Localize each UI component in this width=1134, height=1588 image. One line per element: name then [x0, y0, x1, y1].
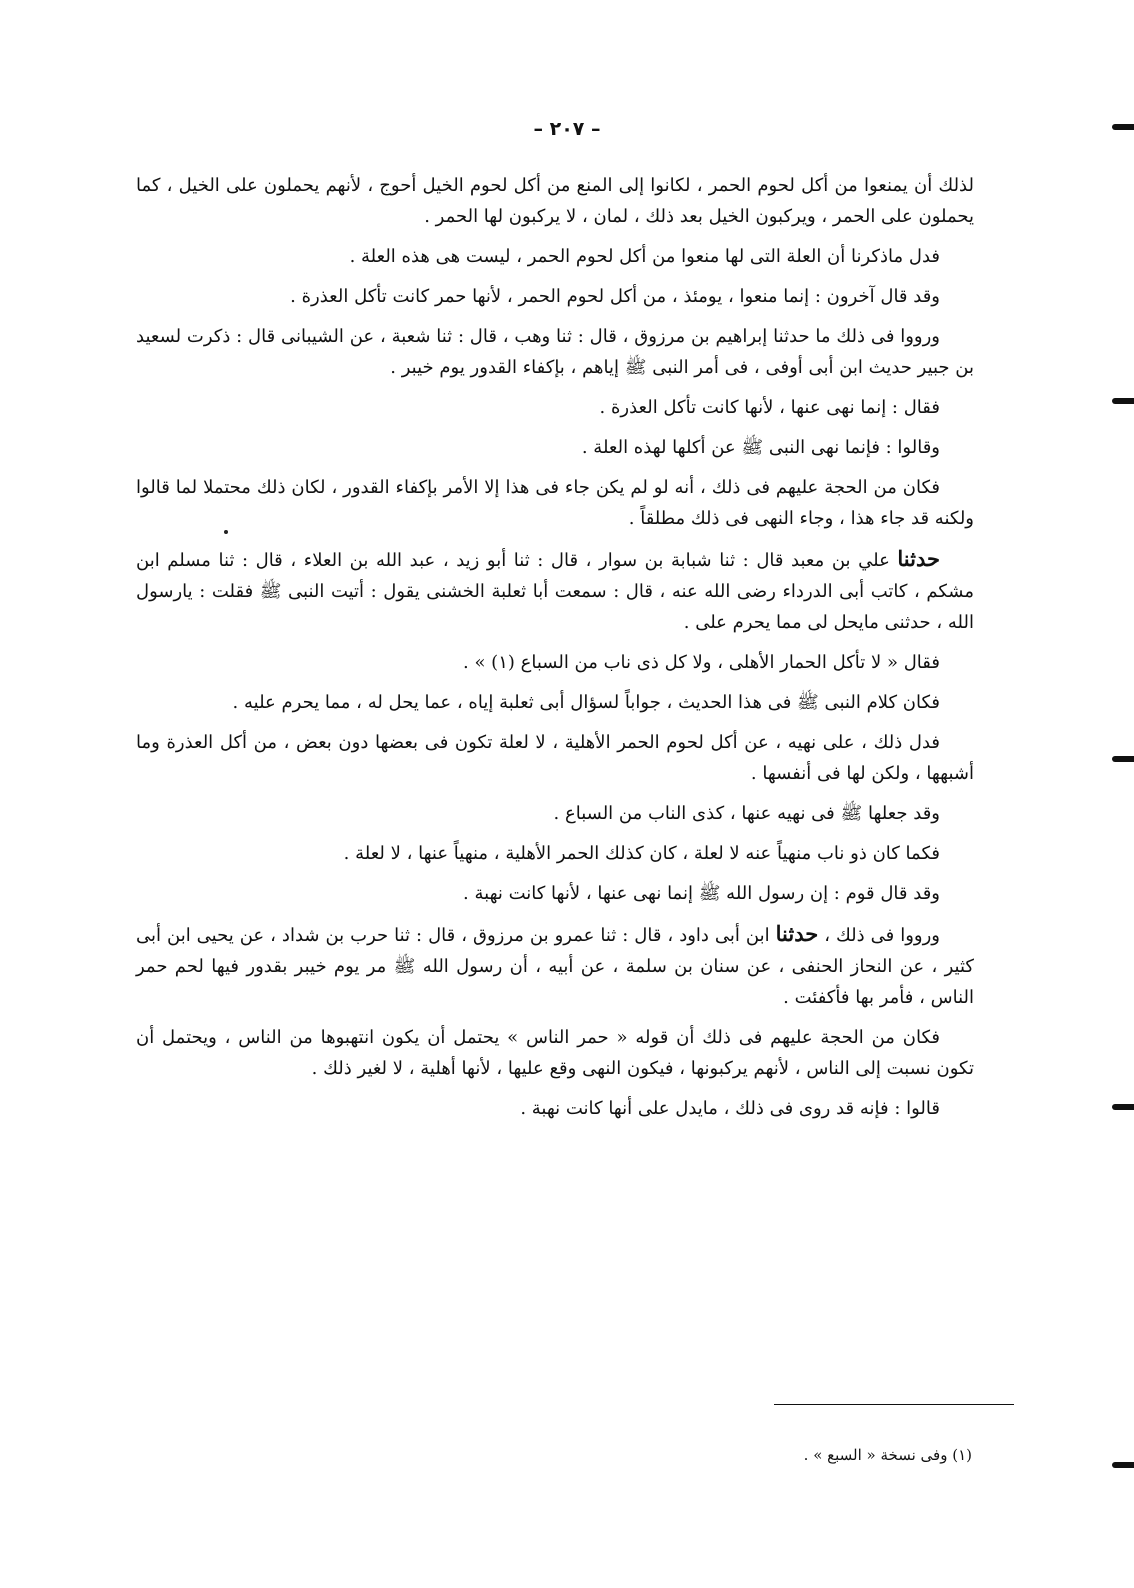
paragraph-text: وقالوا : فإنما نهى النبى ﷺ عن أكلها لهذه العلة . — [581, 437, 940, 458]
paragraph-8 — [136, 543, 974, 638]
paragraph-7 — [136, 472, 974, 534]
footnote-divider — [774, 1404, 1014, 1405]
paragraph-text: علي بن معبد قال : ثنا شبابة بن سوار ، قال : ثنا أبو زيد ، عبد الله بن العلاء ، قال : ثنا مسلم ابن مشكم ، كاتب أبى الدرداء رضى الله عنه ، قال : سمعت أبا ثعلبة الخشنى يقول : أتيت النبى ﷺ فقلت : يارسول الله ، حدثنى مايحل لى مما يحرم على . — [136, 550, 974, 633]
paragraph-prefix: ورووا فى ذلك ، — [824, 925, 940, 946]
page-edge-mark — [1112, 756, 1134, 762]
paragraph-text: فقال « لا تأكل الحمار الأهلى ، ولا كل ذى ناب من السباع (١) » . — [463, 652, 940, 673]
paragraph-text: فكان كلام النبى ﷺ فى هذا الحديث ، جواباً لسؤال أبى ثعلبة إياه ، عما يحل له ، مما يحرم عليه . — [232, 692, 940, 713]
paragraph-text: وقد قال آخرون : إنما منعوا ، يومئذ ، من أكل لحوم الحمر ، لأنها حمر كانت تأكل العذرة . — [290, 286, 940, 307]
paragraph-text: فكان من الحجة عليهم فى ذلك ، أنه لو لم يكن جاء فى هذا إلا الأمر بإكفاء القدور ، لكان ذلك محتملا لما قالوا ولكنه قد جاء هذا ، وجاء النهى فى ذلك مطلقاً . — [136, 477, 974, 529]
paragraph-17 — [136, 1093, 974, 1124]
paragraph-6 — [136, 432, 974, 463]
page-edge-mark — [1112, 1462, 1134, 1468]
paragraph-text: ابن أبى داود ، قال : ثنا عمرو بن مرزوق ، قال : ثنا حرب بن شداد ، عن يحيى ابن أبى كثير ، عن النحاز الحنفى ، عن سنان بن سلمة ، عن أبيه ، أن رسول الله ﷺ مر يوم خيبر بقدور فيها لحم حمر الناس ، فأمر بها فأكفئت . — [136, 925, 974, 1008]
paragraph-3 — [136, 281, 974, 312]
paragraph-4 — [136, 321, 974, 383]
paragraph-text: لذلك أن يمنعوا من أكل لحوم الحمر ، لكانوا إلى المنع من أكل لحوم الخيل أحوج ، لأنهم يحملون على الخيل ، كما يحملون على الحمر ، ويركبون الخيل بعد ذلك ، لمان ، لا يركبون لها الحمر . — [136, 175, 974, 227]
page-number: – ٢٠٧ – — [533, 118, 601, 140]
page-edge-mark — [1112, 398, 1134, 404]
paragraph-text: قالوا : فإنه قد روى فى ذلك ، مايدل على أنها كانت نهبة . — [520, 1098, 940, 1119]
paragraph-text: وقد قال قوم : إن رسول الله ﷺ إنما نهى عنها ، لأنها كانت نهبة . — [463, 883, 940, 904]
paragraph-12 — [136, 798, 974, 829]
paragraph-11 — [136, 727, 974, 789]
paragraph-text: فكان من الحجة عليهم فى ذلك أن قوله « حمر الناس » يحتمل أن يكون انتهبوها من الناس ، ويحتمل أن تكون نسبت إلى الناس ، لأنهم يركبونها ، فيكون النهى وقع عليها ، لأنها أهلية ، لا لغير ذلك . — [136, 1027, 974, 1079]
paragraph-16 — [136, 1022, 974, 1084]
paragraph-15 — [136, 918, 974, 1013]
paragraph-10 — [136, 687, 974, 718]
ink-speck — [224, 530, 228, 534]
paragraph-text: فقال : إنما نهى عنها ، لأنها كانت تأكل العذرة . — [599, 397, 940, 418]
body-text — [136, 170, 974, 1133]
paragraph-text: فكما كان ذو ناب منهياً عنه لا لعلة ، كان كذلك الحمر الأهلية ، منهياً عنها ، لا لعلة . — [343, 843, 940, 864]
paragraph-1 — [136, 170, 974, 232]
paragraph-2 — [136, 241, 974, 272]
page-edge-mark — [1112, 124, 1134, 130]
footnote: (١) وفى نسخة « السبع » . — [803, 1446, 972, 1464]
paragraph-text: فدل ماذكرنا أن العلة التى لها منعوا من أكل لحوم الحمر ، ليست هى هذه العلة . — [349, 246, 940, 267]
paragraph-9 — [136, 647, 974, 678]
paragraph-text: فدل ذلك ، على نهيه ، عن أكل لحوم الحمر الأهلية ، لا لعلة تكون فى بعضها دون بعض ، من أكل العذرة وما أشبهها ، ولكن لها فى أنفسها . — [136, 732, 974, 784]
paragraph-text: ورووا فى ذلك ما حدثنا إبراهيم بن مرزوق ، قال : ثنا وهب ، قال : ثنا شعبة ، عن الشيبانى قال : ذكرت لسعيد بن جبير حديث ابن أبى أوفى ، فى أمر النبى ﷺ إياهم ، بإكفاء القدور يوم خيبر . — [136, 326, 974, 378]
paragraph-13 — [136, 838, 974, 869]
hadith-lead-word: حدثنا — [775, 921, 819, 946]
paragraph-5 — [136, 392, 974, 423]
paragraph-14 — [136, 878, 974, 909]
hadith-lead-word: حدثنا — [897, 546, 940, 571]
paragraph-text: وقد جعلها ﷺ فى نهيه عنها ، كذى الناب من السباع . — [553, 803, 940, 824]
page-edge-mark — [1112, 1104, 1134, 1110]
